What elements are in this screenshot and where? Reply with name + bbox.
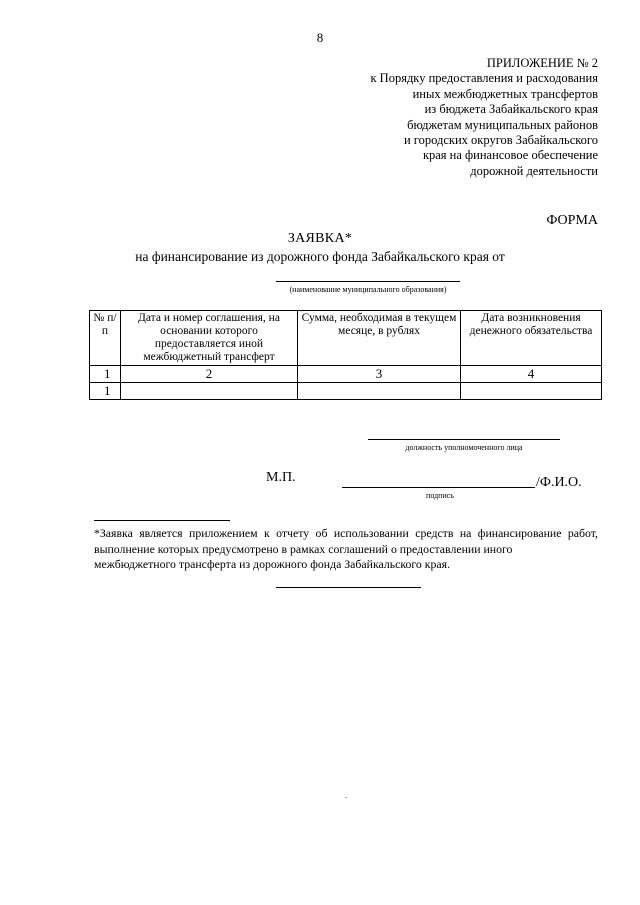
- footnote-separator: [94, 520, 230, 521]
- appendix-line: края на финансовое обеспечение: [422, 148, 598, 163]
- appendix-line: ПРИЛОЖЕНИЕ № 2: [486, 56, 598, 70]
- column-number: 1: [90, 366, 121, 383]
- table-cell: [298, 383, 461, 400]
- appendix-line: иных межбюджетных трансфертов: [412, 86, 598, 101]
- signature-caption: подпись: [426, 491, 454, 500]
- table-cell: 1: [90, 383, 121, 400]
- header-obligation-date: Дата возникновения денежного обязательства: [461, 311, 602, 366]
- appendix-header: [298, 56, 598, 179]
- municipality-fill-line: [276, 281, 460, 282]
- table-cell: [121, 383, 298, 400]
- appendix-line: к Порядку предоставления и расходования: [370, 71, 598, 86]
- fio-label: /Ф.И.О.: [536, 475, 582, 490]
- request-table: [89, 310, 602, 400]
- column-number-row: [90, 366, 602, 383]
- header-amount: Сумма, необходимая в текущем месяце, в рублях: [298, 311, 461, 366]
- table-header-row: [90, 311, 602, 366]
- appendix-line: из бюджета Забайкальского края: [424, 102, 598, 117]
- column-number: 2: [121, 366, 298, 383]
- position-caption: должность уполномоченного лица: [405, 443, 523, 452]
- header-agreement: Дата и номер соглашения, на основании которого предоставляется иной межбюджетный трансферт: [121, 311, 298, 366]
- scan-speck: [345, 797, 347, 798]
- stamp-label: М.П.: [266, 470, 296, 485]
- table-cell: [461, 383, 602, 400]
- footnote-text: межбюджетного трансферта из дорожного фонда Забайкальского края.: [94, 557, 451, 571]
- header-number: № п/п: [90, 311, 121, 366]
- column-number: 3: [298, 366, 461, 383]
- position-fill-line: [368, 439, 560, 440]
- appendix-line: бюджетам муниципальных районов: [407, 117, 598, 132]
- municipality-caption: (наименование муниципального образования): [289, 285, 447, 294]
- document-title: ЗАЯВКА*: [287, 231, 353, 246]
- end-divider: [276, 587, 421, 588]
- table-row: [90, 383, 602, 400]
- document-subtitle: на финансирование из дорожного фонда Забайкальского края от: [135, 249, 505, 264]
- signature-fill-line: [342, 487, 535, 488]
- column-number: 4: [461, 366, 602, 383]
- footnote: [94, 526, 598, 573]
- footnote-text: *Заявка является приложением к отчету об использовании средств на финансирование работ, выполнение которых предусмотрено в рамках соглашений о предоставлении иного: [94, 526, 598, 556]
- appendix-line: дорожной деятельности: [470, 163, 598, 178]
- appendix-line: и городских округов Забайкальского: [403, 133, 598, 148]
- form-label: ФОРМА: [546, 213, 598, 228]
- page-number: 8: [316, 30, 324, 45]
